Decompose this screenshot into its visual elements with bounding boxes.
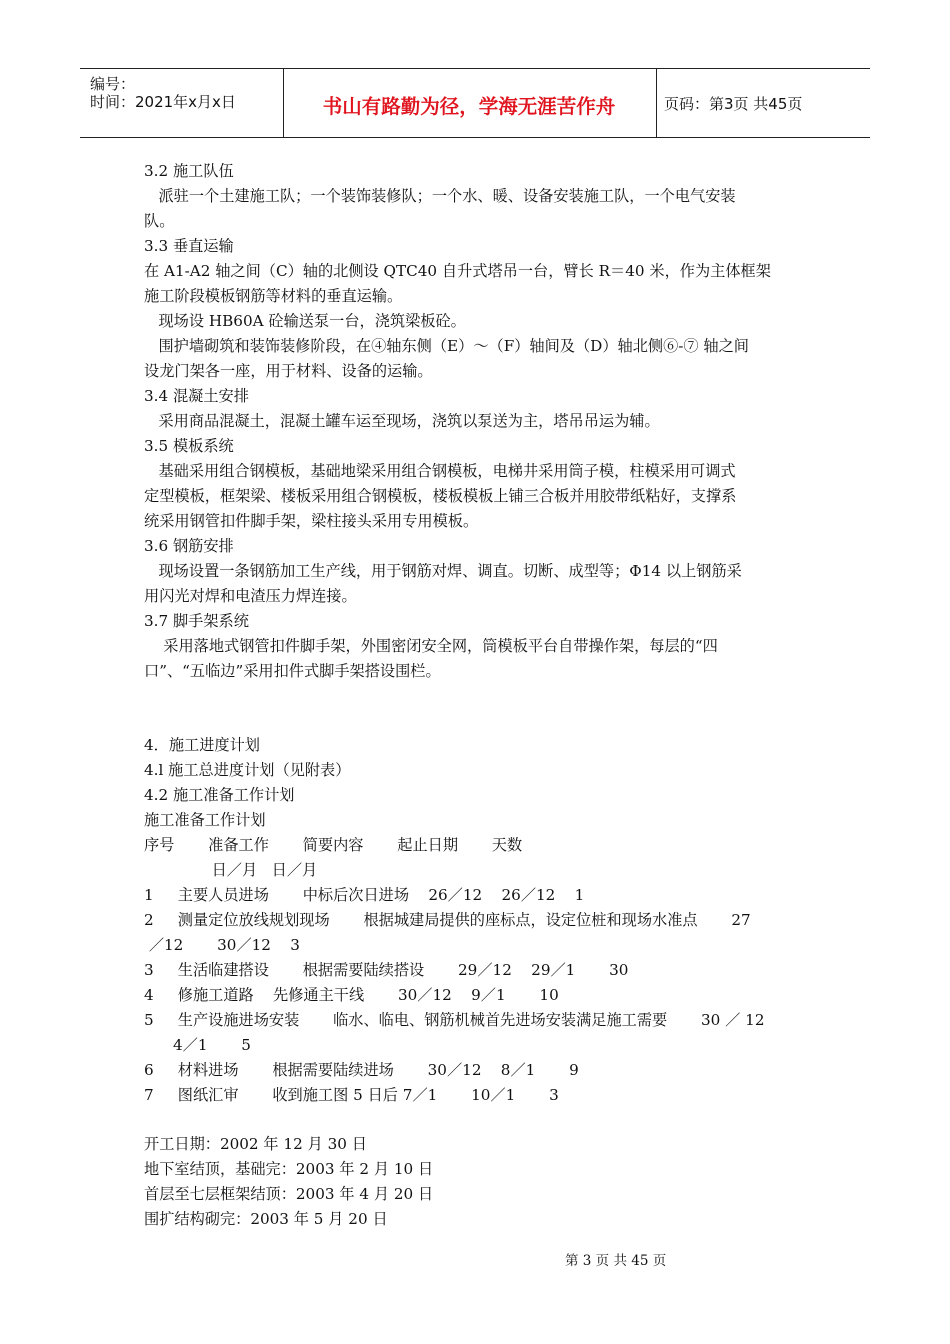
- page-header: [80, 68, 870, 138]
- body-line: 设龙门架各一座，用于材料、设备的运输。: [144, 362, 433, 380]
- body-line: 采用商品混凝土，混凝土罐车运至现场，浇筑以泵送为主，塔吊吊运为辅。: [144, 412, 660, 430]
- schedule-row: 2 测量定位放线规划现场 根据城建局提供的座标点，设定位桩和现场水准点 27: [144, 911, 751, 929]
- section-heading-4-2: 4.2 施工准备工作计划: [144, 786, 295, 804]
- milestone-line: 地下室结顶，基础完：2003 年 2 月 10 日: [144, 1160, 434, 1178]
- body-line: 采用落地式钢管扣件脚手架，外围密闭安全网，筒模板平台自带操作架，每层的“四: [144, 637, 718, 655]
- body-line: 围护墙砌筑和装饰装修阶段，在④轴东侧（E）～（F）轴间及（D）轴北侧⑥-⑦ 轴之间: [144, 337, 749, 355]
- milestone-line: 首层至七层框架结顶：2003 年 4 月 20 日: [144, 1185, 434, 1203]
- milestone-line: 开工日期：2002 年 12 月 30 日: [144, 1135, 367, 1153]
- body-line: 统采用钢管扣件脚手架，梁柱接头采用专用模板。: [144, 512, 479, 530]
- schedule-row-continued: ／12 30／12 3: [144, 936, 300, 954]
- body-line: 口”、“五临边”采用扣件式脚手架搭设围栏。: [144, 662, 441, 680]
- body-line: 定型模板，框架梁、楼板采用组合钢模板，楼板模板上铺三合板并用胶带纸粘好，支撑系: [144, 487, 737, 505]
- body-line: 基础采用组合钢模板，基础地梁采用组合钢模板，电梯井采用筒子模，柱模采用可调式: [144, 462, 736, 480]
- header-divider-left: [283, 69, 284, 137]
- body-line: 施工阶段模板钢筋等材料的垂直运输。: [144, 287, 403, 305]
- schedule-title: 施工准备工作计划: [144, 811, 266, 829]
- section-heading-3-3: 3.3 垂直运输: [144, 237, 234, 255]
- section-heading-4: 4．施工进度计划: [144, 736, 260, 754]
- section-heading-3-6: 3.6 钢筋安排: [144, 537, 234, 555]
- schedule-row: 4 修施工道路 先修通主干线 30／12 9／1 10: [144, 986, 559, 1004]
- body-line: 队。: [144, 212, 175, 230]
- schedule-header-subrow: 日／月 日／月: [144, 861, 318, 879]
- document-time-label: 时间：2021年x月x日: [90, 93, 236, 111]
- schedule-row: 6 材料进场 根据需要陆续进场 30／12 8／1 9: [144, 1061, 579, 1079]
- body-line: 派驻一个土建施工队；一个装饰装修队；一个水、暖、设备安装施工队，一个电气安装: [144, 187, 736, 205]
- schedule-header-row: 序号 准备工作 简要内容 起止日期 天数: [144, 836, 523, 854]
- schedule-row: 3 生活临建搭设 根据需要陆续搭设 29／12 29／1 30: [144, 961, 629, 979]
- section-heading-3-4: 3.4 混凝土安排: [144, 387, 249, 405]
- body-line: 用闪光对焊和电渣压力焊连接。: [144, 587, 357, 605]
- schedule-row: 5 生产设施进场安装 临水、临电、钢筋机械首先进场安装满足施工需要 30 ／ 12: [144, 1011, 765, 1029]
- schedule-row: 1 主要人员进场 中标后次日进场 26／12 26／12 1: [144, 886, 585, 904]
- section-heading-3-7: 3.7 脚手架系统: [144, 612, 249, 630]
- header-divider-right: [656, 69, 657, 137]
- schedule-row-continued: 4／1 5: [144, 1036, 251, 1054]
- section-heading-3-2: 3.2 施工队伍: [144, 162, 234, 180]
- page-footer: 第 3 页 共 45 页: [565, 1253, 667, 1269]
- body-line: 现场设 HB60A 砼输送泵一台，浇筑梁板砼。: [144, 312, 466, 330]
- body-line: 在 A1-A2 轴之间（C）轴的北侧设 QTC40 自升式塔吊一台，臂长 R＝40 米，作为主体框架: [144, 262, 771, 280]
- section-heading-3-5: 3.5 模板系统: [144, 437, 234, 455]
- milestone-line: 围扩结构砌完：2003 年 5 月 20 日: [144, 1210, 388, 1228]
- header-motto: 书山有路勤为径，学海无涯苦作舟: [322, 95, 616, 118]
- body-line: 现场设置一条钢筋加工生产线，用于钢筋对焊、调直。切断、成型等；Φ14 以上钢筋采: [144, 562, 742, 580]
- header-page-number: 页码：第3页 共45页: [664, 95, 803, 113]
- schedule-row: 7 图纸汇审 收到施工图 5 日后 7／1 10／1 3: [144, 1086, 559, 1104]
- document-number-label: 编号：: [90, 75, 136, 93]
- section-heading-4-1: 4.l 施工总进度计划（见附表）: [144, 761, 351, 779]
